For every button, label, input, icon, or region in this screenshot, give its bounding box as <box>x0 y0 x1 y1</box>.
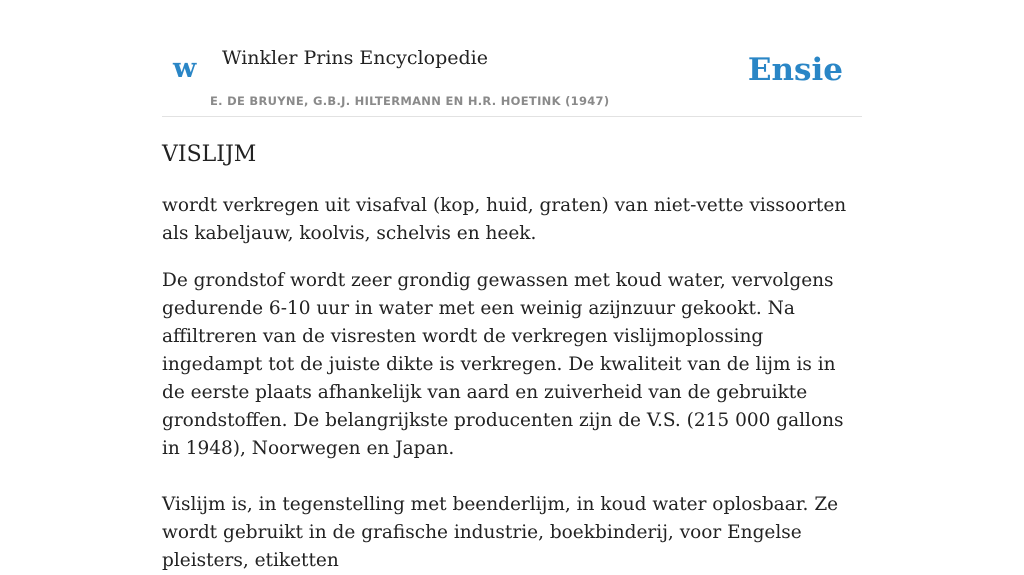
article-paragraph: De grondstof wordt zeer grondig gewassen met koud water, vervolgens gedurende 6-10 uur in water met een weinig azijnzuur gekookt. Na affiltreren van de visresten wordt de verkregen vislijmoplossing ingedampt tot de juiste dikte is verkregen. De kwaliteit van de lijm is in de eerste plaats afhankelijk van aard en zuiverheid van de gebruikte grondstoffen. De belangrijkste producenten zijn de V.S. (215 000 gallons in 1948), Noorwegen en Japan. <box>162 270 844 459</box>
article-paragraph: Vislijm is, in tegenstelling met beenderlijm, in koud water oplosbaar. Ze wordt gebruikt in de grafische industrie, boekbinderij, voor Engelse pleisters, etiketten <box>162 494 839 571</box>
publication-title[interactable]: Winkler Prins Encyclopedie <box>222 47 488 69</box>
header <box>162 0 862 117</box>
article-body <box>162 192 862 575</box>
article-paragraph: wordt verkregen uit visafval (kop, huid, graten) van niet-vette vissoorten als kabeljauw, koolvis, schelvis en heek. <box>162 195 847 244</box>
winkler-prins-logo[interactable]: w <box>173 53 197 84</box>
page <box>162 0 862 571</box>
publication-authors: E. DE BRUYNE, G.B.J. HILTERMANN EN H.R. HOETINK (1947) <box>210 94 610 108</box>
ensie-brand-link[interactable]: Ensie <box>747 52 843 88</box>
entry-title: VISLIJM <box>162 142 257 167</box>
